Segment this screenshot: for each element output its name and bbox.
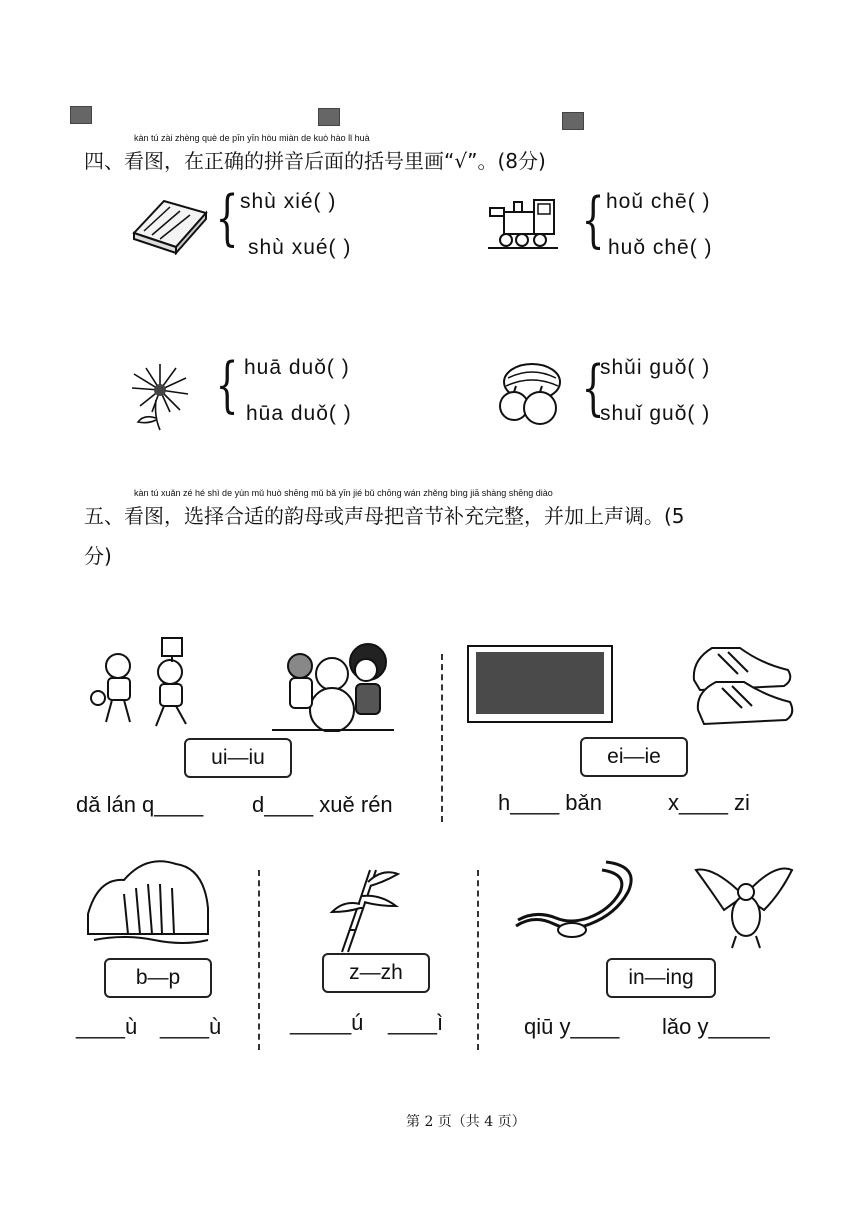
- answer-xiezi[interactable]: x____ zi: [668, 790, 750, 815]
- kids-snowman-icon: [270, 640, 396, 732]
- blackboard-icon: [466, 644, 614, 724]
- brace: {: [581, 185, 605, 255]
- answer-pubu-2[interactable]: ____ù: [160, 1014, 222, 1039]
- bamboo-icon: [320, 860, 404, 956]
- snake-icon: [510, 852, 650, 952]
- section5-pinyin-annotation: kàn tú xuǎn zé hé shì de yùn mǔ huò shēng mǔ bǎ yīn jié bǔ chōng wán zhěng bìng jiā shàng shēng diào: [134, 488, 553, 498]
- answer-dalanqiu[interactable]: dǎ lán q____: [76, 792, 204, 817]
- option-hua-duo[interactable]: huā duǒ( ): [244, 356, 350, 379]
- section5-title: 五、看图，选择合适的韵母或声母把音节补充完整，并加上声调。(5: [84, 504, 685, 528]
- answer-duixueren[interactable]: d____ xuě rén: [252, 792, 393, 817]
- answer-zhuzi-1[interactable]: _____ú: [290, 1010, 364, 1035]
- brace: {: [581, 353, 605, 423]
- hint-box-b-p: b—p: [104, 958, 212, 998]
- answer-qiuyin[interactable]: qiū y____: [524, 1014, 620, 1039]
- registration-mark: [562, 112, 584, 130]
- waterfall-icon: [84, 854, 212, 950]
- train-icon: [484, 190, 560, 254]
- option-shui-guo[interactable]: shǔi guǒ( ): [600, 356, 711, 379]
- answer-heiban[interactable]: h____ bǎn: [498, 790, 602, 815]
- chrysanthemum-flower-icon: [126, 360, 196, 432]
- dashed-divider: [258, 870, 260, 1050]
- hint-box-in-ing: in—ing: [606, 958, 716, 998]
- dashed-divider: [441, 654, 443, 822]
- option-shui-guo-2[interactable]: shuǐ guǒ( ): [600, 402, 711, 425]
- option-hou-che[interactable]: hoǔ chē( ): [606, 190, 711, 213]
- section4-title: 四、看图，在正确的拼音后面的括号里画“√”。(8分): [84, 149, 546, 173]
- kids-basketball-icon: [88, 636, 198, 732]
- section4-pinyin-annotation: kàn tú zài zhèng què de pīn yīn hòu miàn de kuò hào lǐ huà: [134, 133, 370, 143]
- hint-box-z-zh: z—zh: [322, 953, 430, 993]
- brace: {: [215, 183, 239, 253]
- eagle-icon: [694, 856, 794, 952]
- answer-zhuzi-2[interactable]: ____ì: [388, 1010, 444, 1035]
- section5-title-cont: 分): [84, 544, 112, 568]
- page-number: 第 2 页（共 4 页）: [406, 1114, 526, 1130]
- dashed-divider: [477, 870, 479, 1050]
- hint-box-ei-ie: ei—ie: [580, 737, 688, 777]
- shoes-icon: [688, 640, 796, 732]
- fruit-icon: [494, 358, 568, 430]
- option-shu-xie[interactable]: shù xié( ): [240, 190, 337, 213]
- option-huo-che[interactable]: huǒ chē( ): [608, 236, 713, 259]
- registration-mark: [70, 106, 92, 124]
- answer-pubu-1[interactable]: ____ù: [76, 1014, 138, 1039]
- option-hua-duo-2[interactable]: hūa duǒ( ): [246, 402, 352, 425]
- hint-box-ui-iu: ui—iu: [184, 738, 292, 778]
- option-shu-xue[interactable]: shù xué( ): [248, 236, 352, 259]
- math-book-icon: [130, 195, 210, 255]
- registration-mark: [318, 108, 340, 126]
- answer-laoying[interactable]: lǎo y_____: [662, 1014, 770, 1039]
- brace: {: [215, 350, 239, 420]
